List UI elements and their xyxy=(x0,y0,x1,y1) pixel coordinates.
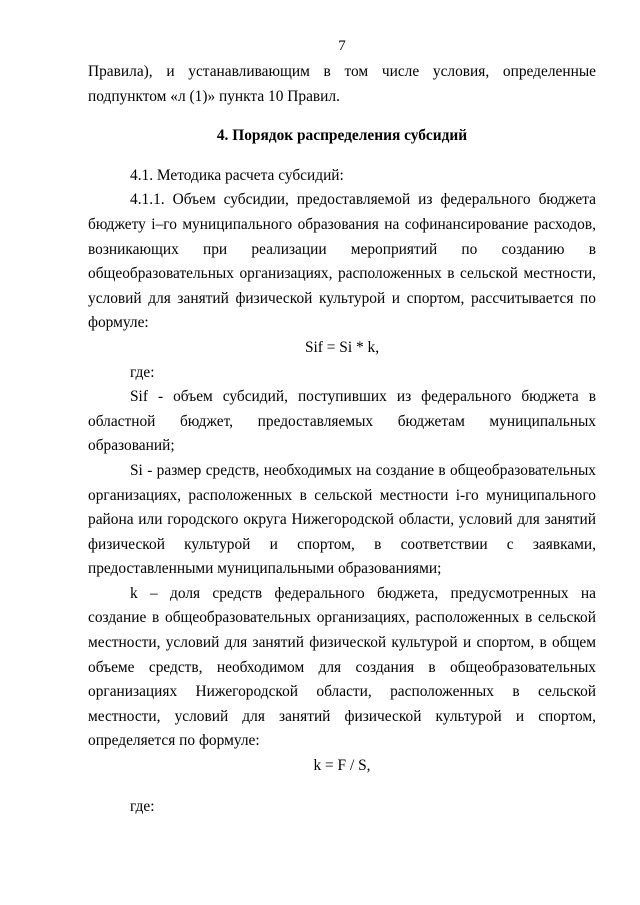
where-label: где: xyxy=(130,363,155,381)
definition-sif: Sif - объем субсидий, поступивших из федерального бюджета в областной бюджет, предоставляемых бюджетам муниципальных образований; xyxy=(88,388,596,455)
page-number: 7 xyxy=(338,38,346,54)
definition-k: k – доля средств федерального бюджета, предусмотренных на создание в общеобразовательных организациях, расположенных в сельской местности, условий для занятий физической культурой и спортом, в общем объеме средств, необходимом для создания в общеобразовательных организациях Нижегородской области, расположенных в сельской местности, условий для занятий физической культурой и спортом, определяется по формуле: xyxy=(88,584,596,750)
section-heading: 4. Порядок распределения субсидий xyxy=(216,127,468,145)
formula-sif: Sif = Si * k, xyxy=(304,338,380,356)
definition-si: Si - размер средств, необходимых на создание в общеобразовательных организациях, расположенных в сельской местности i-го муниципального района или городского округа Нижегородской области, условий для занятий физической культурой и спортом, в соответствии с заявками, предоставленными муниципальными образованиями; xyxy=(88,461,596,578)
continuation-paragraph: Правила), и устанавливающим в том числе условия, определенные подпунктом «л (1)» пункта 10 Правил. xyxy=(88,63,596,105)
where-label-2: где: xyxy=(130,797,155,815)
document-page xyxy=(88,0,596,905)
document-body xyxy=(88,60,596,819)
methodology-paragraph: 4.1. Методика расчета субсидий: xyxy=(130,166,344,184)
formula-k: k = F / S, xyxy=(313,757,371,775)
subsidy-volume-paragraph: 4.1.1. Объем субсидии, предоставляемой из федерального бюджета бюджету i–го муниципального образования на софинансирование расходов, возникающих при реализации мероприятий по созданию в общеобразовательных организациях, расположенных в сельской местности, условий для занятий физической культурой и спортом, рассчитывается по формуле: xyxy=(88,191,596,332)
